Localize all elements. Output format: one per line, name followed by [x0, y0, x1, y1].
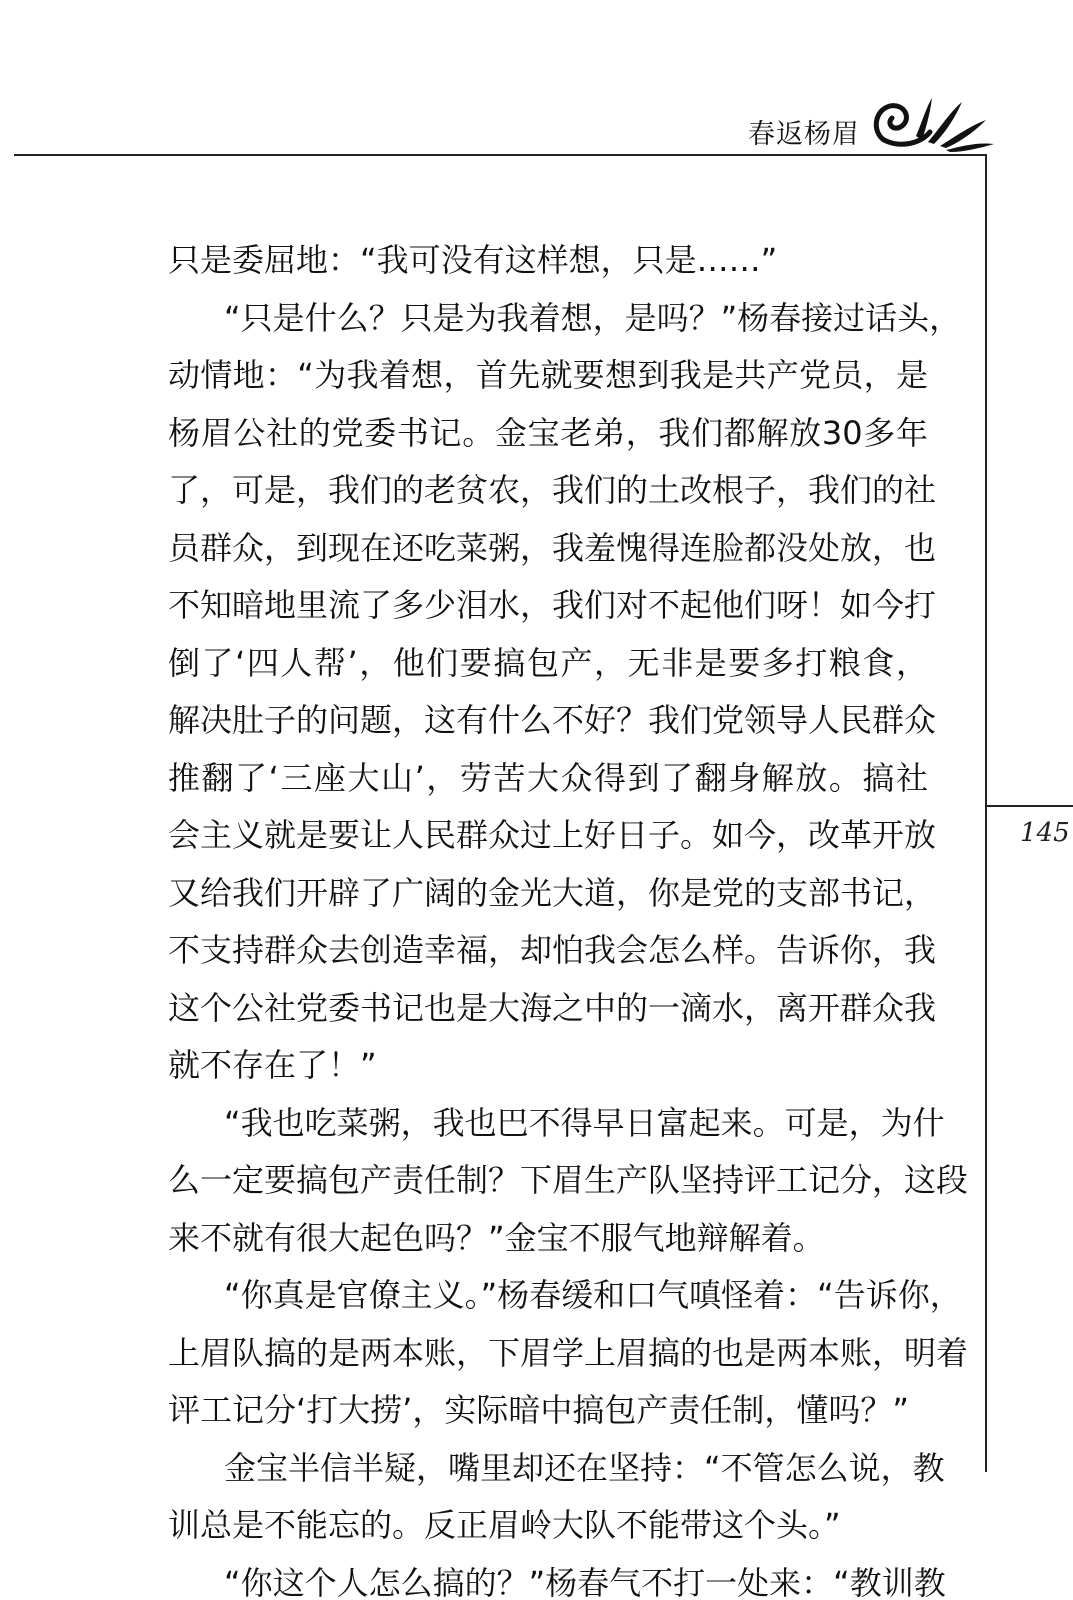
body-text [168, 232, 969, 1600]
text-line: “你真是官僚主义。”杨春缓和口气嗔怪着：“告诉你， [224, 1276, 962, 1314]
text-line: 来不就有很大起色吗？”金宝不服气地辩解着。 [168, 1218, 825, 1257]
text-line: 杨眉公社的党委书记。金宝老弟，我们都解放30多年 [168, 413, 928, 452]
text-line: 训总是不能忘的。反正眉岭大队不能带这个头。” [168, 1506, 841, 1544]
text-line: 就不存在了！” [168, 1046, 377, 1084]
text-line: 了，可是，我们的老贫农，我们的土改根子，我们的社 [168, 471, 937, 509]
text-line: 倒了‘四人帮’，他们要搞包产，无非是要多打粮食， [168, 643, 928, 682]
text-line: 只是委屈地：“我可没有这样想，只是……” [168, 241, 778, 279]
text-line: 不支持群众去创造幸福，却怕我会怎么样。告诉你，我 [168, 931, 937, 969]
text-line: 员群众，到现在还吃菜粥，我羞愧得连脸都没处放，也 [168, 528, 937, 567]
page-number: 145 [1020, 818, 1070, 848]
text-line: “我也吃菜粥，我也巴不得早日富起来。可是，为什 [224, 1103, 945, 1142]
text-line: “你这个人怎么搞的？”杨春气不打一处来：“教训教 [224, 1563, 946, 1600]
header-rule [14, 154, 986, 156]
text-line: 推翻了‘三座大山’，劳苦大众得到了翻身解放。搞社 [168, 758, 928, 797]
text-line: 么一定要搞包产责任制？下眉生产队坚持评工记分，这段 [168, 1161, 969, 1199]
text-line: 又给我们开辟了广阔的金光大道，你是党的支部书记， [168, 873, 937, 912]
text-line: 评工记分‘打大捞’，实际暗中搞包产责任制，懂吗？” [168, 1391, 909, 1429]
running-header-title: 春返杨眉 [748, 119, 860, 150]
text-line: “只是什么？只是为我着想，是吗？”杨春接过话头， [224, 298, 962, 337]
text-line: 这个公社党委书记也是大海之中的一滴水，离开群众我 [168, 988, 937, 1027]
text-line: 上眉队搞的是两本账，下眉学上眉搞的也是两本账，明着 [168, 1333, 969, 1372]
text-line: 会主义就是要让人民群众过上好日子。如今，改革开放 [168, 816, 937, 854]
swirl-ornament-icon [870, 88, 1000, 158]
text-line: 不知暗地里流了多少泪水，我们对不起他们呀！如今打 [168, 586, 937, 624]
margin-rule [985, 154, 987, 1472]
text-line: 金宝半信半疑，嘴里却还在坚持：“不管怎么说，教 [224, 1448, 945, 1487]
page-number-rule [986, 805, 1073, 807]
text-line: 动情地：“为我着想，首先就要想到我是共产党员，是 [168, 356, 928, 394]
text-line: 解决肚子的问题，这有什么不好？我们党领导人民群众 [168, 701, 937, 739]
